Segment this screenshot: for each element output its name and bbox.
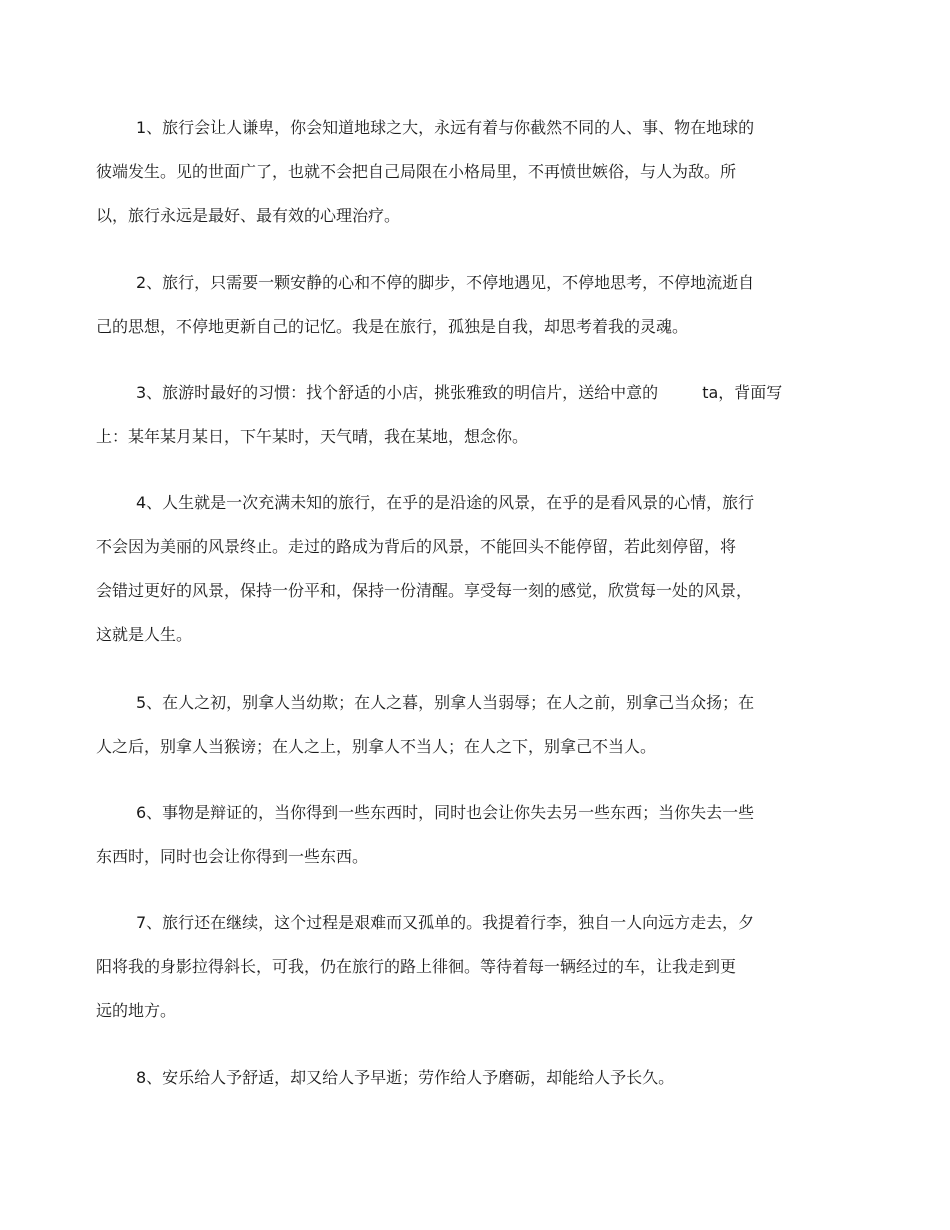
paragraph-line: 人之后，别拿人当猴谤；在人之上，别拿人不当人；在人之下，别拿己不当人。 (96, 737, 657, 756)
paragraph-line: 远的地方。 (96, 1001, 177, 1020)
paragraph-8 (96, 1056, 836, 1100)
paragraph-line: 6、事物是辩证的，当你得到一些东西时，同时也会让你失去另一些东西；当你失去一些 (136, 803, 755, 822)
paragraph-7 (96, 901, 836, 1033)
paragraph-4 (96, 481, 836, 657)
paragraph-line: 7、旅行还在继续，这个过程是艰难而又孤单的。我提着行李，独自一人向远方走去，夕 (136, 913, 755, 932)
paragraph-1 (96, 106, 836, 238)
paragraph-line: 4、人生就是一次充满未知的旅行，在乎的是沿途的风景，在乎的是看风景的心情，旅行 (136, 493, 755, 512)
paragraph-line: 彼端发生。见的世面广了，也就不会把自己局限在小格局里，不再愤世嫉俗，与人为敌。所 (96, 162, 737, 181)
paragraph-line: 5、在人之初，别拿人当幼欺；在人之暮，别拿人当弱辱；在人之前，别拿己当众扬；在 (136, 693, 755, 712)
paragraph-line-text: ta，背面写 (702, 383, 783, 402)
paragraph-line: 这就是人生。 (96, 625, 193, 644)
paragraph-5 (96, 681, 836, 769)
paragraph-line: 1、旅行会让人谦卑，你会知道地球之大，永远有着与你截然不同的人、事、物在地球的 (136, 118, 755, 137)
paragraph-line: 不会因为美丽的风景终止。走过的路成为背后的风景，不能回头不能停留，若此刻停留，将 (96, 537, 737, 556)
paragraph-line: 会错过更好的风景，保持一份平和，保持一份清醒。享受每一刻的感觉，欣赏每一处的风景， (96, 581, 753, 600)
paragraph-line: 东西时，同时也会让你得到一些东西。 (96, 847, 369, 866)
paragraph-line (96, 371, 836, 415)
paragraph-line: 8、安乐给人予舒适，却又给人予早逝；劳作给人予磨砺，却能给人予长久。 (136, 1068, 675, 1087)
paragraph-line: 以，旅行永远是最好、最有效的心理治疗。 (96, 206, 401, 225)
paragraph-line: 2、旅行，只需要一颗安静的心和不停的脚步，不停地遇见，不停地思考，不停地流逝自 (136, 273, 755, 292)
paragraph-line: 阳将我的身影拉得斜长，可我，仍在旅行的路上徘徊。等待着每一辆经过的车，让我走到更 (96, 957, 737, 976)
paragraph-line-text: 3、旅游时最好的习惯：找个舒适的小店，挑张雅致的明信片，送给中意的 (136, 383, 659, 402)
paragraph-2 (96, 261, 836, 349)
paragraph-3 (96, 371, 836, 459)
paragraph-line: 己的思想，不停地更新自己的记忆。我是在旅行，孤独是自我，却思考着我的灵魂。 (96, 317, 689, 336)
paragraph-line: 上：某年某月某日，下午某时，天气晴，我在某地，想念你。 (96, 427, 529, 446)
paragraph-6 (96, 791, 836, 879)
